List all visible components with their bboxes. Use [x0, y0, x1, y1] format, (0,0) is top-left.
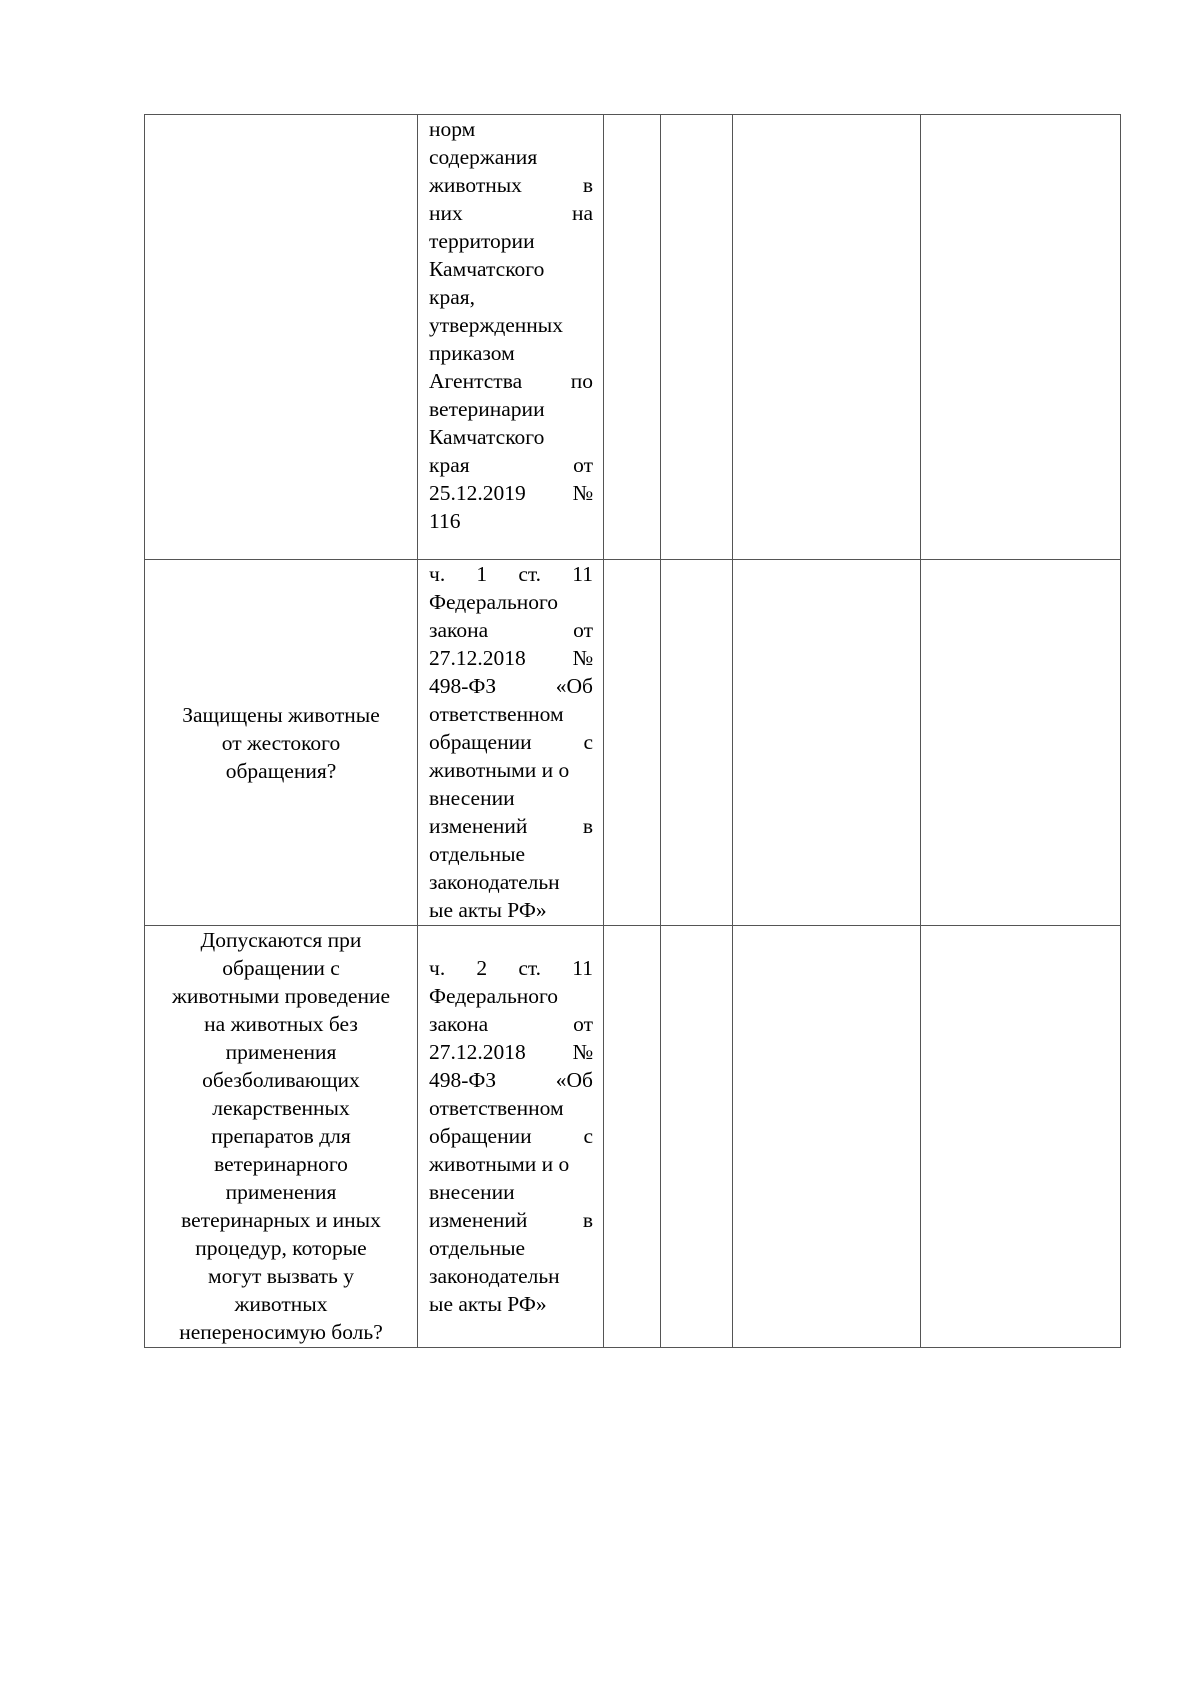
requisite-word: 498-ФЗ — [429, 674, 497, 698]
requisite-word: края — [429, 453, 470, 477]
requisite-word: животных — [429, 173, 522, 197]
requisite-line — [429, 311, 593, 339]
question-line: Защищены животные — [182, 702, 380, 727]
requisite-line — [429, 784, 593, 812]
question-line: могут вызвать у — [208, 1264, 354, 1288]
question-line: от жестокого — [221, 730, 341, 755]
requisite-word: обращении — [429, 730, 532, 754]
requisite-word: на — [571, 201, 593, 225]
requisite-word: закона — [429, 618, 489, 642]
comment-cell — [921, 560, 1121, 926]
requisite-word: ч. — [429, 956, 446, 980]
requisite-word: внесении — [429, 1180, 515, 1204]
requisite-line — [429, 255, 593, 283]
requisite-line — [429, 479, 593, 507]
requisite-line — [429, 1290, 593, 1318]
requisite-line — [429, 1206, 593, 1234]
requisite-line — [429, 812, 593, 840]
table-row — [145, 115, 1121, 560]
question-line: обезболивающих — [202, 1068, 360, 1092]
requisite-line — [429, 868, 593, 896]
table-row — [145, 560, 1121, 926]
requisite-line — [429, 700, 593, 728]
requisite-word: ые акты РФ» — [429, 898, 547, 922]
requisite-word: ст. — [518, 956, 542, 980]
question-cell — [145, 115, 418, 560]
requisite-word: 11 — [572, 562, 593, 586]
requisite-word: края, — [429, 285, 476, 309]
comment-cell — [921, 115, 1121, 560]
requisite-line — [429, 728, 593, 756]
requisite-word: 2 — [476, 956, 488, 980]
requisite-word: ответственном — [429, 1096, 564, 1120]
question-line: процедур, которые — [195, 1236, 367, 1260]
requisite-line — [429, 339, 593, 367]
requisite-word: изменений — [429, 814, 528, 838]
requisite-word: Камчатского — [429, 425, 545, 449]
requisite-line — [429, 672, 593, 700]
requisite-cell — [418, 115, 604, 560]
question-line: животными проведение — [172, 984, 390, 1008]
requisite-word: норм — [429, 117, 476, 141]
requisite-word: в — [582, 814, 593, 838]
requisite-line — [429, 1122, 593, 1150]
requisite-line — [429, 560, 593, 588]
requisite-line — [429, 423, 593, 451]
requisite-word: законодательн — [429, 870, 560, 894]
not-applicable-cell — [733, 115, 921, 560]
requisite-line — [429, 451, 593, 479]
requisite-word: по — [570, 369, 593, 393]
question-cell — [145, 926, 418, 1348]
requisite-line — [429, 1178, 593, 1206]
question-line: на животных без — [204, 1012, 358, 1036]
requisite-word: № — [572, 646, 593, 670]
requisite-word: 498-ФЗ — [429, 1068, 497, 1092]
question-line: Допускаются при — [200, 928, 362, 952]
requisite-word: от — [573, 453, 593, 477]
requisite-word: 11 — [572, 956, 593, 980]
requisite-word: Камчатского — [429, 257, 545, 281]
requisite-cell — [418, 926, 604, 1348]
question-cell — [145, 560, 418, 926]
requisite-line — [429, 954, 593, 982]
requisite-word: с — [583, 730, 593, 754]
requisite-word: 116 — [429, 509, 461, 533]
requisite-word: «Об — [555, 674, 593, 698]
requisite-word: животными и о — [429, 1152, 570, 1176]
requisite-line — [429, 756, 593, 784]
requisite-word: внесении — [429, 786, 515, 810]
requisite-line — [429, 143, 593, 171]
requisite-line — [429, 840, 593, 868]
requisite-word: них — [429, 201, 463, 225]
requisite-word: отдельные — [429, 842, 526, 866]
requisite-line — [429, 1010, 593, 1038]
requisite-line — [429, 1066, 593, 1094]
requisite-word: животными и о — [429, 758, 570, 782]
requisite-line — [429, 644, 593, 672]
requisite-line — [429, 982, 593, 1010]
requisite-line — [429, 283, 593, 311]
question-line: обращении с — [222, 956, 340, 980]
requisite-line — [429, 1094, 593, 1122]
not-applicable-cell — [733, 926, 921, 1348]
requisite-word: 27.12.2018 — [429, 1040, 526, 1064]
requisite-line — [429, 896, 593, 924]
requisite-word: ответственном — [429, 702, 564, 726]
requisite-word: № — [572, 481, 593, 505]
answer-no-cell — [661, 926, 733, 1348]
requisite-word: от — [573, 1012, 593, 1036]
requisite-cell — [418, 560, 604, 926]
not-applicable-cell — [733, 560, 921, 926]
requisite-line — [429, 507, 593, 535]
requisite-word: 1 — [476, 562, 488, 586]
requisite-line — [429, 115, 593, 143]
requisite-word: Федерального — [429, 590, 559, 614]
requisite-word: ст. — [518, 562, 542, 586]
question-line: непереносимую боль? — [179, 1320, 383, 1344]
question-line: применения — [225, 1040, 337, 1064]
requisite-word: ветеринарии — [429, 397, 545, 421]
requisite-line — [429, 227, 593, 255]
question-line: ветеринарных и иных — [181, 1208, 381, 1232]
answer-yes-cell — [604, 560, 661, 926]
requisite-line — [429, 1038, 593, 1066]
checklist-table — [144, 114, 1121, 1348]
table-row — [145, 926, 1121, 1348]
requisite-word: в — [582, 173, 593, 197]
question-line: обращения? — [225, 758, 337, 783]
requisite-word: законодательн — [429, 1264, 560, 1288]
question-line: лекарственных — [212, 1096, 350, 1120]
requisite-word: Федерального — [429, 984, 559, 1008]
requisite-word: 27.12.2018 — [429, 646, 526, 670]
requisite-line — [429, 199, 593, 227]
requisite-line — [429, 588, 593, 616]
requisite-word: от — [573, 618, 593, 642]
requisite-word: содержания — [429, 145, 538, 169]
requisite-word: приказом — [429, 341, 515, 365]
requisite-word: обращении — [429, 1124, 532, 1148]
requisite-word: утвержденных — [429, 313, 564, 337]
requisite-word: 25.12.2019 — [429, 481, 526, 505]
requisite-word: ые акты РФ» — [429, 1292, 547, 1316]
requisite-word: Агентства — [429, 369, 523, 393]
requisite-line — [429, 616, 593, 644]
requisite-word: «Об — [555, 1068, 593, 1092]
requisite-line — [429, 171, 593, 199]
requisite-line — [429, 1234, 593, 1262]
requisite-line — [429, 367, 593, 395]
requisite-word: закона — [429, 1012, 489, 1036]
question-line: препаратов для — [211, 1124, 351, 1148]
answer-no-cell — [661, 115, 733, 560]
answer-yes-cell — [604, 926, 661, 1348]
requisite-word: с — [583, 1124, 593, 1148]
answer-no-cell — [661, 560, 733, 926]
requisite-word: в — [582, 1208, 593, 1232]
requisite-word: № — [572, 1040, 593, 1064]
requisite-line — [429, 1262, 593, 1290]
question-line: ветеринарного — [214, 1152, 348, 1176]
requisite-word: изменений — [429, 1208, 528, 1232]
comment-cell — [921, 926, 1121, 1348]
requisite-word: отдельные — [429, 1236, 526, 1260]
requisite-word: территории — [429, 229, 535, 253]
requisite-line — [429, 395, 593, 423]
requisite-word: ч. — [429, 562, 446, 586]
question-line: применения — [225, 1180, 337, 1204]
question-line: животных — [234, 1292, 328, 1316]
requisite-line — [429, 1150, 593, 1178]
answer-yes-cell — [604, 115, 661, 560]
